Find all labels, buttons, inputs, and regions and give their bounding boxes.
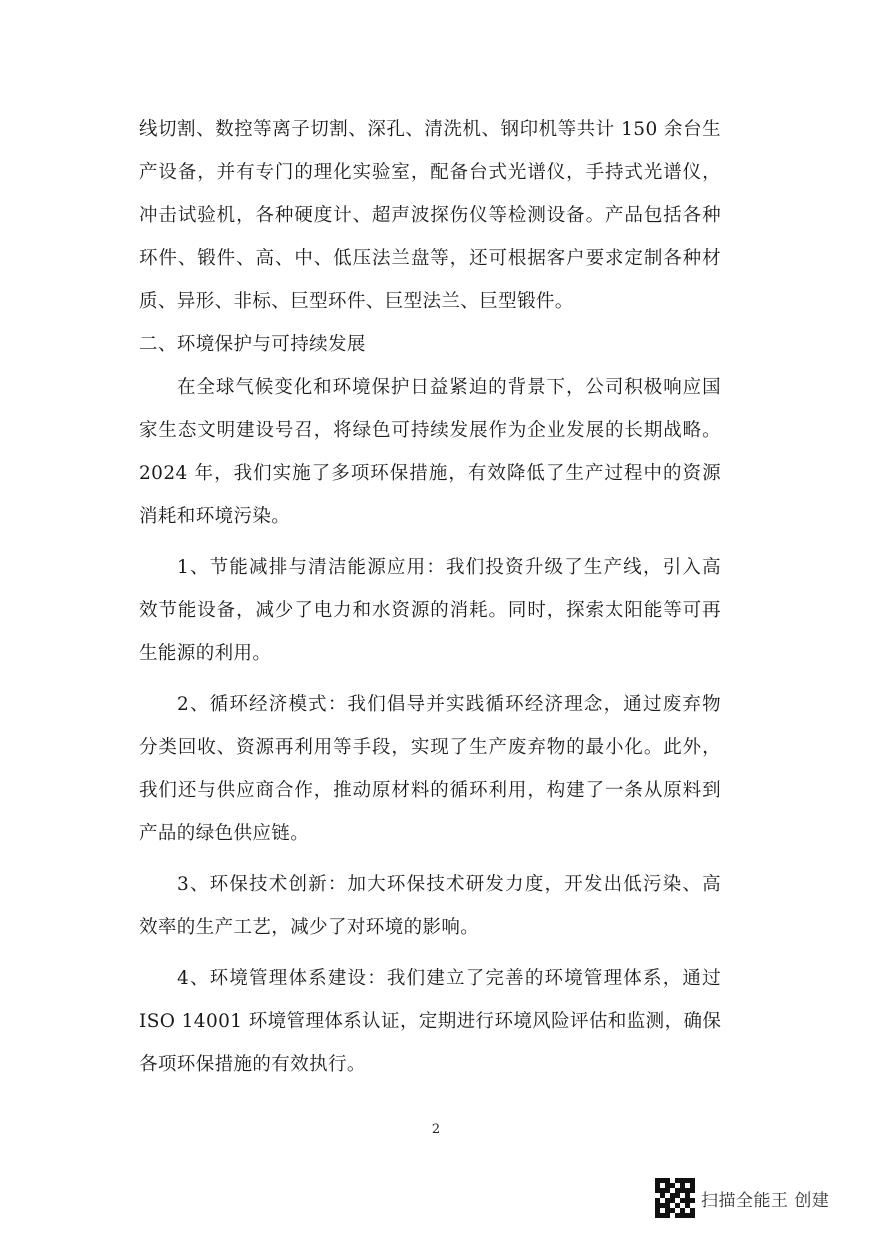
paragraph-circular-economy: [139, 683, 721, 855]
text-line: 2024 年，我们实施了多项环保措施，有效降低了生产过程中的资源: [139, 463, 721, 484]
text-line: 冲击试验机，各种硬度计、超声波探伤仪等检测设备。产品包括各种: [139, 205, 721, 226]
text-line: 效节能设备，减少了电力和水资源的消耗。同时，探索太阳能等可再: [139, 600, 721, 621]
text-line: 在全球气候变化和环境保护日益紧迫的背景下，公司积极响应国: [177, 377, 721, 398]
paragraph-energy: [139, 546, 721, 675]
text-line: 产设备，并有专门的理化实验室，配备台式光谱仪，手持式光谱仪，: [139, 162, 721, 183]
text-line: 4、环境管理体系建设：我们建立了完善的环境管理体系，通过: [177, 968, 721, 989]
section-heading: [139, 323, 721, 366]
text-line: 产品的绿色供应链。: [139, 823, 310, 844]
paragraph-management-system: [139, 957, 721, 1086]
text-line: 3、环保技术创新：加大环保技术研发力度，开发出低污染、高: [177, 874, 721, 895]
watermark-text: 扫描全能王 创建: [701, 1190, 830, 1211]
text-line: 环件、锻件、高、中、低压法兰盘等，还可根据客户要求定制各种材: [139, 248, 721, 269]
paragraph-intro: [139, 366, 721, 538]
text-line: 各项环保措施的有效执行。: [139, 1054, 366, 1075]
text-line: 质、异形、非标、巨型环件、巨型法兰、巨型锻件。: [139, 291, 574, 312]
text-line: 2、循环经济模式：我们倡导并实践循环经济理念，通过废弃物: [177, 694, 721, 715]
text-line: 效率的生产工艺，减少了对环境的影响。: [139, 917, 480, 938]
text-line: 家生态文明建设号召，将绿色可持续发展作为企业发展的长期战略。: [139, 420, 721, 441]
paragraph-tech-innovation: [139, 863, 721, 949]
text-line: 生能源的利用。: [139, 643, 272, 664]
text-line: 分类回收、资源再利用等手段，实现了生产废弃物的最小化。此外，: [139, 737, 721, 758]
text-line: 我们还与供应商合作，推动原材料的循环利用，构建了一条从原料到: [139, 780, 721, 801]
heading-text: 二、环境保护与可持续发展: [139, 334, 366, 355]
scanner-watermark: [655, 1177, 829, 1219]
text-line: 线切割、数控等离子切割、深孔、清洗机、钢印机等共计 150 余台生: [139, 119, 721, 140]
text-line: ISO 14001 环境管理体系认证，定期进行环境风险评估和监测，确保: [139, 1011, 721, 1032]
paragraph-equipment: [139, 108, 721, 323]
document-body: [139, 108, 721, 1086]
text-line: 1、节能减排与清洁能源应用：我们投资升级了生产线，引入高: [177, 557, 721, 578]
qr-code-icon: [655, 1178, 695, 1218]
page-number: 2: [431, 1122, 441, 1137]
text-line: 消耗和环境污染。: [139, 506, 291, 527]
